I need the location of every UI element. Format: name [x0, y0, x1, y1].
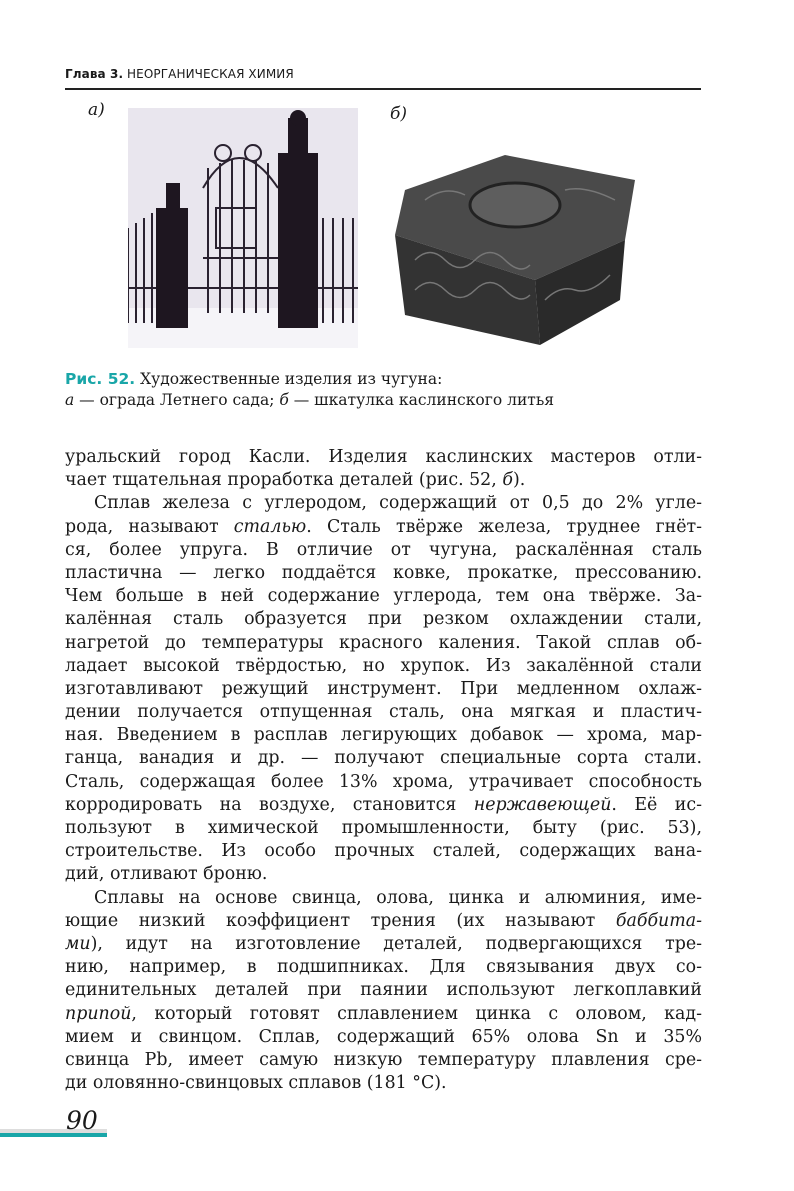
text-line	[65, 1003, 702, 1026]
text-line	[65, 724, 702, 747]
text-segment: корродировать на воздухе, становится	[65, 794, 474, 815]
text-line	[65, 678, 702, 701]
text-segment: пользуют в химической промышленности, быту (рис. 53),	[65, 818, 702, 838]
casket-photo	[385, 150, 643, 348]
text-line	[65, 585, 702, 608]
caption-letter-b: б	[279, 391, 289, 409]
text-segment: уральский город Касли. Изделия каслинских мастеров отли-	[65, 447, 702, 467]
text-segment: свинца Pb, имеет самую низкую температуру плавления сре-	[65, 1049, 702, 1070]
fence-photo	[128, 108, 358, 348]
text-line	[65, 817, 702, 840]
text-line	[65, 794, 702, 817]
text-line	[65, 887, 702, 910]
figure-label-b: б)	[390, 104, 408, 124]
text-segment: нию, например, в подшипниках. Для связывания двух со-	[65, 957, 702, 978]
text-segment: ди оловянно-свинцовых сплавов (181 °С).	[65, 1073, 447, 1094]
text-line	[65, 747, 702, 770]
text-segment: чает тщательная проработка деталей (рис. 52,	[65, 470, 503, 491]
text-segment: . Сталь твёрже железа, труднее гнёт-	[306, 516, 702, 537]
page-number: 90	[66, 1106, 98, 1135]
text-line	[65, 840, 702, 863]
text-line	[65, 632, 702, 655]
text-line	[65, 446, 702, 469]
header-rule	[65, 88, 701, 90]
text-segment: мием и свинцом. Сплав, содержащий 65% олова Sn и 35%	[65, 1026, 702, 1047]
text-segment: изготавливают режущий инструмент. При медленном охлаж-	[65, 678, 702, 699]
text-line	[65, 562, 702, 585]
text-line	[65, 933, 702, 956]
text-line	[65, 1049, 702, 1072]
figure-label-a: а)	[88, 100, 105, 120]
text-segment: единительных деталей при паянии используют легкоплавкий	[65, 980, 702, 1001]
chapter-title: НЕОРГАНИЧЕСКАЯ ХИМИЯ	[127, 67, 294, 81]
caption-text-b: — шкатулка каслинского литья	[288, 391, 555, 409]
text-line	[65, 1026, 702, 1049]
text-segment: Чем больше в ней содержание углерода, тем она твёрже. За-	[65, 586, 702, 607]
caption-text-a: — ограда Летнего сада;	[74, 391, 280, 409]
text-segment: пластична — легко поддаётся ковке, прокатке, прессованию.	[65, 562, 702, 583]
text-segment: ), идут на изготовление деталей, подвергающихся тре-	[90, 933, 702, 954]
text-segment: строительстве. Из особо прочных сталей, содержащих вана-	[65, 841, 702, 862]
italic-term: ми	[65, 933, 91, 954]
text-segment: , который готовят сплавлением цинка с оловом, кад-	[131, 1003, 702, 1024]
text-segment: Сталь, содержащая более 13% хрома, утрачивает способность	[65, 771, 702, 792]
text-line	[65, 910, 702, 933]
text-segment: дении получается отпущенная сталь, она мягкая и пластич-	[65, 702, 702, 723]
text-segment: Сплав железа с углеродом, содержащий от 0,5 до 2% угле-	[94, 493, 702, 514]
text-segment: ладает высокой твёрдостью, но хрупок. Из закалённой стали	[65, 655, 702, 676]
caption-title: Художественные изделия из чугуна:	[140, 370, 443, 388]
body-text	[65, 446, 702, 1095]
text-line	[65, 1072, 702, 1095]
text-line	[65, 608, 702, 631]
running-header	[65, 67, 294, 81]
italic-term: нержавеющей	[473, 794, 612, 815]
text-segment: ся, более упруга. В отличие от чугуна, раскалённая сталь	[65, 539, 702, 560]
text-segment: нагретой до температуры красного каления. Такой сплав об-	[65, 632, 702, 653]
text-line	[65, 771, 702, 794]
figure-number: Рис. 52.	[65, 370, 136, 388]
text-line	[65, 701, 702, 724]
text-line	[65, 516, 702, 539]
text-line	[65, 979, 702, 1002]
text-segment: ).	[512, 470, 526, 491]
text-segment: ная. Введением в расплав легирующих добавок — хрома, мар-	[65, 725, 702, 746]
text-segment: . Её ис-	[611, 794, 702, 815]
text-line	[65, 492, 702, 515]
caption-letter-a: а	[65, 391, 75, 409]
text-line	[65, 469, 702, 492]
text-segment: ющие низкий коэффициент трения (их называют	[65, 910, 616, 931]
italic-term: б	[502, 470, 513, 491]
italic-term: сталью	[233, 516, 307, 537]
text-segment: калённая сталь образуется при резком охлаждении стали,	[65, 609, 702, 630]
italic-term: баббита-	[615, 910, 702, 931]
text-line	[65, 863, 702, 886]
italic-term: припой	[65, 1003, 132, 1024]
chapter-number: Глава 3.	[65, 67, 124, 81]
text-line	[65, 655, 702, 678]
text-segment: дий, отливают броню.	[65, 864, 268, 885]
text-segment: рода, называют	[65, 516, 234, 537]
text-line	[65, 956, 702, 979]
text-segment: ганца, ванадия и др. — получают специальные сорта стали.	[65, 748, 702, 769]
figure-caption	[65, 369, 554, 411]
text-line	[65, 539, 702, 562]
text-segment: Сплавы на основе свинца, олова, цинка и алюминия, име-	[94, 887, 702, 908]
